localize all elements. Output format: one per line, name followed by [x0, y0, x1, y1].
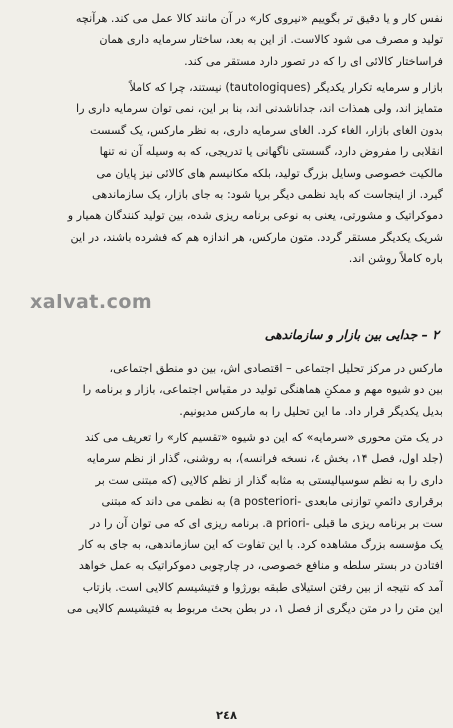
text-line: مارکس در مرکز تحلیل اجتماعی – اقتصادی اش، بین دو منطق اجتماعی،: [109, 362, 443, 375]
text-line: نفس کار و یا دقیق تر بگوییم «نیروی کار» در آن مانند کالا عمل می کند. هرآنچه: [75, 12, 443, 25]
paragraph-market-capital: [16, 77, 443, 270]
paragraph-two-logics: [16, 358, 443, 422]
text-line: این متن را در متن دیگری از فصل ۱، در بطن بحث مربوط به فتیشیسم کالایی می: [67, 602, 443, 616]
text-line: یک مؤسسه بزرگ مشاهده کرد. با این تفاوت که این سازماندهی، به جای به کار: [78, 537, 443, 551]
text-line: گیرد. از اینجاست که باید نظمی دیگر برپا شود: به جای بازار، یک سازماندهی: [92, 187, 443, 201]
paragraph-division-of-labour: [16, 427, 443, 620]
text-line: متمایز اند، ولی همذات اند، جداناشدنی اند، بنا بر این، نمی توان سرمایه داری را: [75, 102, 443, 116]
text-line: شریک یکدیگر مستقر گردد. متون مارکس، هر اندازه هم که فشرده باشند، در این: [70, 230, 443, 244]
text-line: بدیل یکدیگر قرار داد. ما این تحلیل را به مارکس مدیونیم.: [179, 404, 443, 418]
text-line: افتادن در بستر سلطه و منافع خصوصی، در چارچوبی دموکراتیک به عمل خواهد: [78, 559, 443, 573]
text-line: دموکراتیک و مشورتی، یعنی به نوعی برنامه ریزی شده، بین تولید کنندگان همیار و: [67, 209, 443, 223]
text-line: مالکیت خصوصی وسایل بزرگ تولید، بلکه مکانیسم های کالائی نیز پایان می: [96, 166, 443, 180]
text-line: انقلابی را مفروض دارد، گسستی ناگهانی یا تدریجی، که به وسیله آن نه تنها: [99, 145, 443, 159]
text-line: آمد که نتیجه از بین رفتن استیلای طبقه بورژوا و فتیشیسم کالایی است. بازتاب: [82, 580, 443, 594]
paragraph-commodity-structure: [16, 8, 443, 72]
text-line: بدون الغای بازار، الغاء کرد. الغای سرمایه داری، به نظر مارکس، یک گسست: [89, 123, 443, 137]
text-line: ست بر برنامه ریزی ما قبلی -a priori. برنامه ریزی ای که می توان آن را در: [90, 516, 443, 530]
text-line: بین دو شیوه مهم و ممکنِ هماهنگی تولید در مقیاس اجتماعی، بازار و برنامه را: [82, 383, 443, 397]
text-line: (جلد اول، فصل ۱۴، بخش ٤، نسخه فرانسه)، به روشنی، گذار از نظم سرمایه: [86, 452, 443, 466]
text-line: فراساختار کالائی ای را که در تصور دارد مستقر می کند.: [184, 54, 443, 68]
text-line: تولید و مصرف می شود کالاست. از این به بعد، ساختار سرمایه داری همان: [99, 33, 443, 47]
section-heading: ۲ – جدایی بین بازار و سازماندهی: [264, 327, 439, 342]
text-line: برقراری دائمیِ توازنی مابعدی -a posteriori) به نظمی می داند که مبتنی: [101, 495, 443, 509]
text-line: در یک متن محوری «سرمایه» که این دو شیوه «تقسیم کار» را تعریف می کند: [84, 431, 443, 444]
page-number: ۲٤۸: [215, 708, 238, 722]
watermark: xalvat.com: [30, 291, 153, 313]
text-line: داری را به نظم سوسیالیستی به مثابه گذار از نظم کالایی (که مبتنی ست بر: [95, 473, 443, 487]
text-line: باره کاملاً روشن اند.: [348, 252, 443, 266]
text-line: بازار و سرمایه تکرار یکدیگر (tautologiques) نیستند، چرا که کاملاً: [129, 81, 443, 94]
